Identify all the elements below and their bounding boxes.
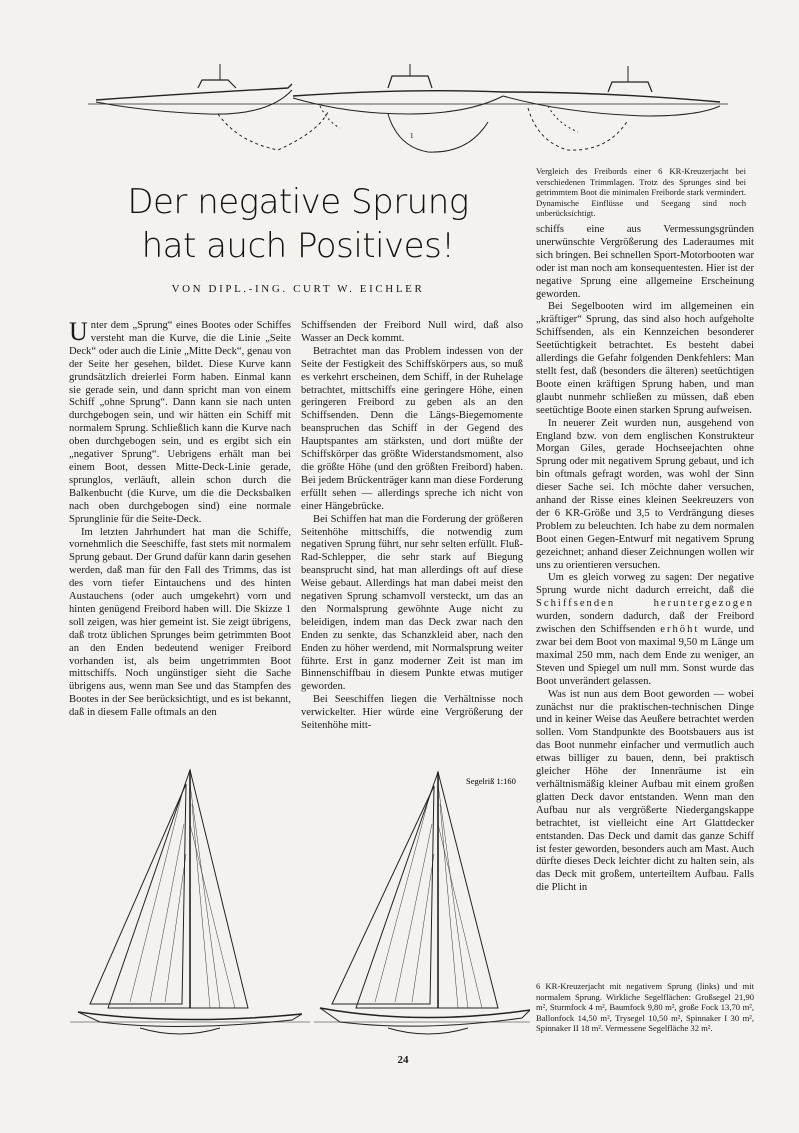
col1-paragraph-2: Im letzten Jahrhundert hat man die Schiffe, vornehmlich die Seeschiffe, fast stets mit normalem Sprung gebaut. Der Grund dafür kann darin gesehen werden, daß man für den Fall des Trimms, das ist des vorn tiefer Eintauchens und des hinten Austauchens (oder auch umgekehrt) vorn und hinten genügend Freibord haben will. Die Skizze 1 soll zeigen, was hier gemeint ist. Sie zeigt übrigens, daß trotz üblichen Sprunges beim getrimmten Boot an den Enden bedeutend weniger Freibord vorhanden ist, als beim ungetrimmten Boot mittschiffs. Noch ungünstiger sieht die Sache übrigens aus, wenn man See und das Stampfen des Bootes in der See berücksichtigt, und es ist bekannt, daß in diesem Falle oftmals an den bbox=[69, 526, 291, 719]
sail-plan-figure bbox=[70, 764, 530, 1042]
col2-paragraph-3: Bei Schiffen hat man die Forderung der größeren Seitenhöhe mittschiffs, die notwendig zum negativen Sprung führt, nur sehr selten erfüllt. Fluß-Rad-Schlepper, die sehr stark auf Biegung beansprucht sind, hat man allerdings oft auf diese Weise gebaut. Allerdings hat man dabei meist den negativen Sprung schamvoll versteckt, um das an den Normalsprung gewöhnte Auge nicht zu beleidigen, indem man das Deck zwar nach den Enden zu senkte, das Schanzkleid aber, nach den Enden zu höher werdend, mit Normalsprung weiter führte. Erst in ganz moderner Zeit ist man im Binnenschiffbau in diesem Punkte etwas mutiger geworden. bbox=[301, 513, 523, 693]
col3-paragraph-3: In neuerer Zeit wurden nun, ausgehend von England bzw. von dem englischen Konstrukteur Morgan Giles, gerade Hochseejachten ohne Sprung oder mit negativem Sprung gebaut, und ich bin oftmals gefragt worden, was wohl der Sinn dieser Sache sei. Ich möchte daher versuchen, anhand der Risse eines kleinen Seekreuzers von der 6 KR-Größe und 3,5 to Verdrängung dieses Problem zu beleuchten. Ich habe zu dem normalen Boot einen Gegen-Entwurf mit negativem Sprung gezeichnet; anhand dieser Zeichnungen wollen wir uns zu orientieren versuchen. bbox=[536, 417, 754, 571]
col3-paragraph-5: Was ist nun aus dem Boot geworden — wobei zunächst nur die praktischen-technischen Dinge und in keiner Weise das Aeußere betrachtet werden sollen. Vom Standpunkte des Bootsbauers aus ist das Boot nunmehr einfacher und vermutlich auch etwas billiger zu bauen, denn, bei praktisch gleicher Höhe der Innenräume ist ein verhältnismäßig kleiner Aufbau mit einem großen glatten Deck davor entstanden. Wenn man den Aufbau nur als vergrößerte Niedergangskappe betrachtet, ist vielleicht eine Art Glattdecker entstanden. Das Deck und damit das ganze Schiff ist fester geworden, besonders auch am Mast. Auch dürfte dieses Deck leichter dicht zu halten sein, als das Deck mit großem, unterteiltem Aufbau. Falls die Plicht in bbox=[536, 688, 754, 894]
article-byline: VON DIPL.-ING. CURT W. EICHLER bbox=[171, 283, 425, 295]
page-number: 24 bbox=[397, 1054, 409, 1066]
article-title-line2: hat auch Positives! bbox=[141, 226, 455, 266]
figure-marker: 1 bbox=[410, 132, 414, 140]
article-column-1 bbox=[69, 317, 291, 720]
col3-paragraph-4 bbox=[536, 572, 754, 688]
col3-p4-text-c: wurde, und zwar bei dem Boot von maximal 9,50 m Länge um maximal 250 mm, nach dem Ende zu weniger, an Steven und Spiegel um null mm. Sonst wurde das Boot unverändert gelassen. bbox=[536, 624, 755, 687]
sail-plan-scale-label: Segelriß 1:160 bbox=[466, 776, 516, 786]
article-title-line1: Der negative Sprung bbox=[127, 182, 469, 222]
bottom-figure-caption: 6 KR-Kreuzerjacht mit negativem Sprung (links) und mit normalem Sprung. Wirkliche Segelflächen: Großsegel 21,90 m², Sturmfock 4 m², Baumfock 9,80 m², große Fock 13,70 m², Ballonfock 14,50 m², Trysegel 10,50 m², Spinnaker I 30 m², Spinnaker II 18 m². Vermessene Segelfläche 32 m². bbox=[536, 981, 754, 1033]
dropcap: U bbox=[69, 317, 88, 346]
col1-paragraph-1: nter dem „Sprung“ eines Bootes oder Schiffes versteht man die Kurve, die die Linie „Seite Deck“ oder auch die Linie „Mitte Deck“, genau von der Seite her gesehen, bildet. Diese Kurve kann grundsätzlich dreierlei Form haben. Einmal kann sie gerade sein, und dann spricht man von einem Schiff „ohne Sprung“. Dann kann sie nach unten durchgebogen sein, und wir hätten ein Schiff mit normalem Sprung. Schließlich kann die Kurve nach oben durchgebogen sein, und es ergibt sich ein „negativer Sprung“. Uebrigens erhält man bei einem Boot, dessen Mitte-Deck-Linie gerade, sprunglos, verläuft, allein schon durch die Balkenbucht (die Kurve, um die die Decksbalken nach oben durchgebogen sind) eine normale Sprunglinie für die Seite-Deck. bbox=[69, 320, 291, 525]
hull-trim-figure bbox=[88, 62, 728, 167]
col2-paragraph-1: Schiffsenden der Freibord Null wird, daß also Wasser an Deck kommt. bbox=[301, 320, 523, 344]
article-column-2 bbox=[301, 320, 523, 733]
col3-p4-spaced-1: Schiffsenden heruntergezogen bbox=[536, 598, 754, 610]
article-column-3 bbox=[536, 224, 754, 895]
col3-p4-text-a: Um es gleich vorweg zu sagen: Der negative Sprung wurde nicht dadurch erreicht, daß die bbox=[536, 572, 754, 597]
top-figure-caption: Vergleich des Freibords einer 6 KR-Kreuzerjacht bei verschiedenen Trimmlagen. Trotz des Sprunges sind bei getrimmtem Boot die minimalen Freiborde stark vermindert. Dynamische Einflüsse und Seegang sind noch unberücksichtigt. bbox=[536, 166, 746, 218]
col3-p4-spaced-2: erhöht bbox=[660, 624, 700, 636]
col3-p4-text-b: wurden, sondern dadurch, daß der Freibord zwischen den Schiffsenden bbox=[536, 611, 754, 636]
col3-paragraph-2: Bei Segelbooten wird im allgemeinen ein „kräftiger“ Sprung, das sind also hoch aufgeholte Schiffsenden, als ein Kennzeichen besonderer Seetüchtigkeit betrachtet. Es besteht dabei allerdings die Gefahr folgenden Denkfehlers: Man stellt fest, daß (besonders die älteren) seetüchtigen Boote einen kräftigen Sprung haben, und man glaubt nunmehr schließen zu müssen, daß eben seetüchtige Boote einen starken Sprung aufweisen. bbox=[536, 301, 754, 416]
col2-paragraph-2: Betrachtet man das Problem indessen von der Seite der Festigkeit des Schiffskörpers aus, so muß es verkehrt erscheinen, dem Schiff, in der Ruhelage betrachtet, mittschiffs eine geringere Höhe, einen geringeren Freibord zu geben als an den Schiffsenden. Denn die Längs-Biegemomente beanspruchen das Schiff in der Gegend des Hauptspantes am stärksten, und dort müßte der Schiffskörper das größte Widerstandsmoment, also die größte Höhe (und den größten Freibord) haben. Bei jedem Brückenträger kann man diese Forderung erfüllt sehen — allerdings spreche ich nicht von einer Hängebrücke. bbox=[301, 345, 523, 512]
col2-paragraph-4: Bei Seeschiffen liegen die Verhältnisse noch verwickelter. Hier würde eine Vergrößerung der Seitenhöhe mitt- bbox=[301, 694, 523, 732]
col3-paragraph-1: schiffs eine aus Vermessungsgründen unerwünschte Vergrößerung des Laderaumes mit sich bringen. Bei schnellen Sport-Motorbooten war oder ist man noch am konsequentesten. Hier ist der negative Sprung eine allgemeine Erscheinung geworden. bbox=[536, 224, 754, 300]
